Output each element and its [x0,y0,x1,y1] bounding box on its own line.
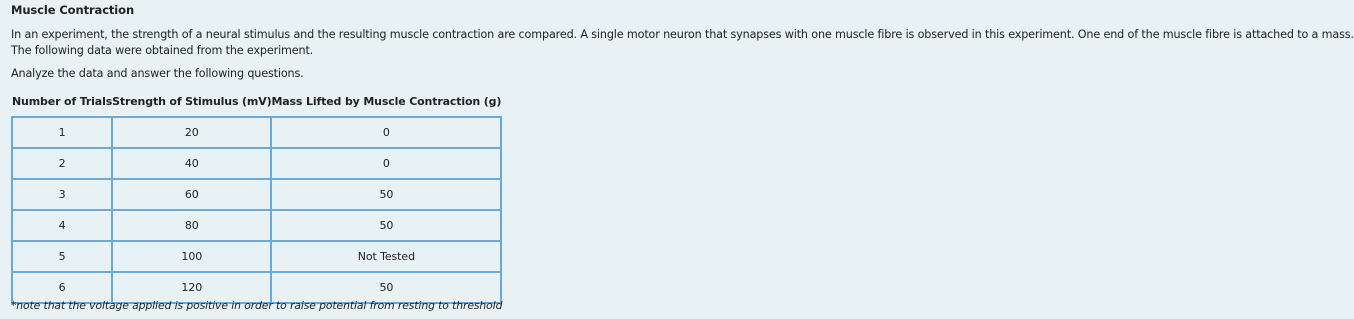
mass-lifted-cell: 50 [271,179,501,210]
trial-number-cell: 3 [12,179,112,210]
table-row [12,241,501,272]
instruction-text: Analyze the data and answer the following questions. [11,67,304,80]
section-title: Muscle Contraction [11,3,135,17]
footnote: *note that the voltage applied is positive in order to raise potential from resting to threshold [11,299,503,312]
table-row [12,210,501,241]
stimulus-strength-cell: 100 [112,241,271,272]
header-number-of-trials: Number of Trials [12,95,113,108]
table-row [12,179,501,210]
trial-number-cell: 5 [12,241,112,272]
intro-paragraph-line-1: In an experiment, the strength of a neural stimulus and the resulting muscle contraction are compared. A single motor neuron that synapses with one muscle fibre is observed in this experiment. One end of the muscle fibre is attached to a mass. [11,28,1354,41]
stimulus-strength-cell: 80 [112,210,271,241]
table-row [12,117,501,148]
stimulus-strength-cell: 20 [112,117,271,148]
trial-number-cell: 4 [12,210,112,241]
trial-number-cell: 6 [12,272,112,303]
stimulus-strength-cell: 120 [112,272,271,303]
mass-lifted-cell: 0 [271,117,501,148]
stimulus-strength-cell: 40 [112,148,271,179]
header-strength-of-stimulus: Strength of Stimulus (mV) [112,95,272,108]
table-header-row [12,87,501,117]
mass-lifted-cell: 0 [271,148,501,179]
mass-lifted-cell: 50 [271,210,501,241]
mass-lifted-cell: Not Tested [271,241,501,272]
experiment-data-table [11,87,502,304]
trial-number-cell: 1 [12,117,112,148]
mass-lifted-cell: 50 [271,272,501,303]
trial-number-cell: 2 [12,148,112,179]
table-row [12,148,501,179]
stimulus-strength-cell: 60 [112,179,271,210]
intro-paragraph-line-2: The following data were obtained from the experiment. [11,44,314,57]
header-mass-lifted: Mass Lifted by Muscle Contraction (g) [271,95,502,108]
